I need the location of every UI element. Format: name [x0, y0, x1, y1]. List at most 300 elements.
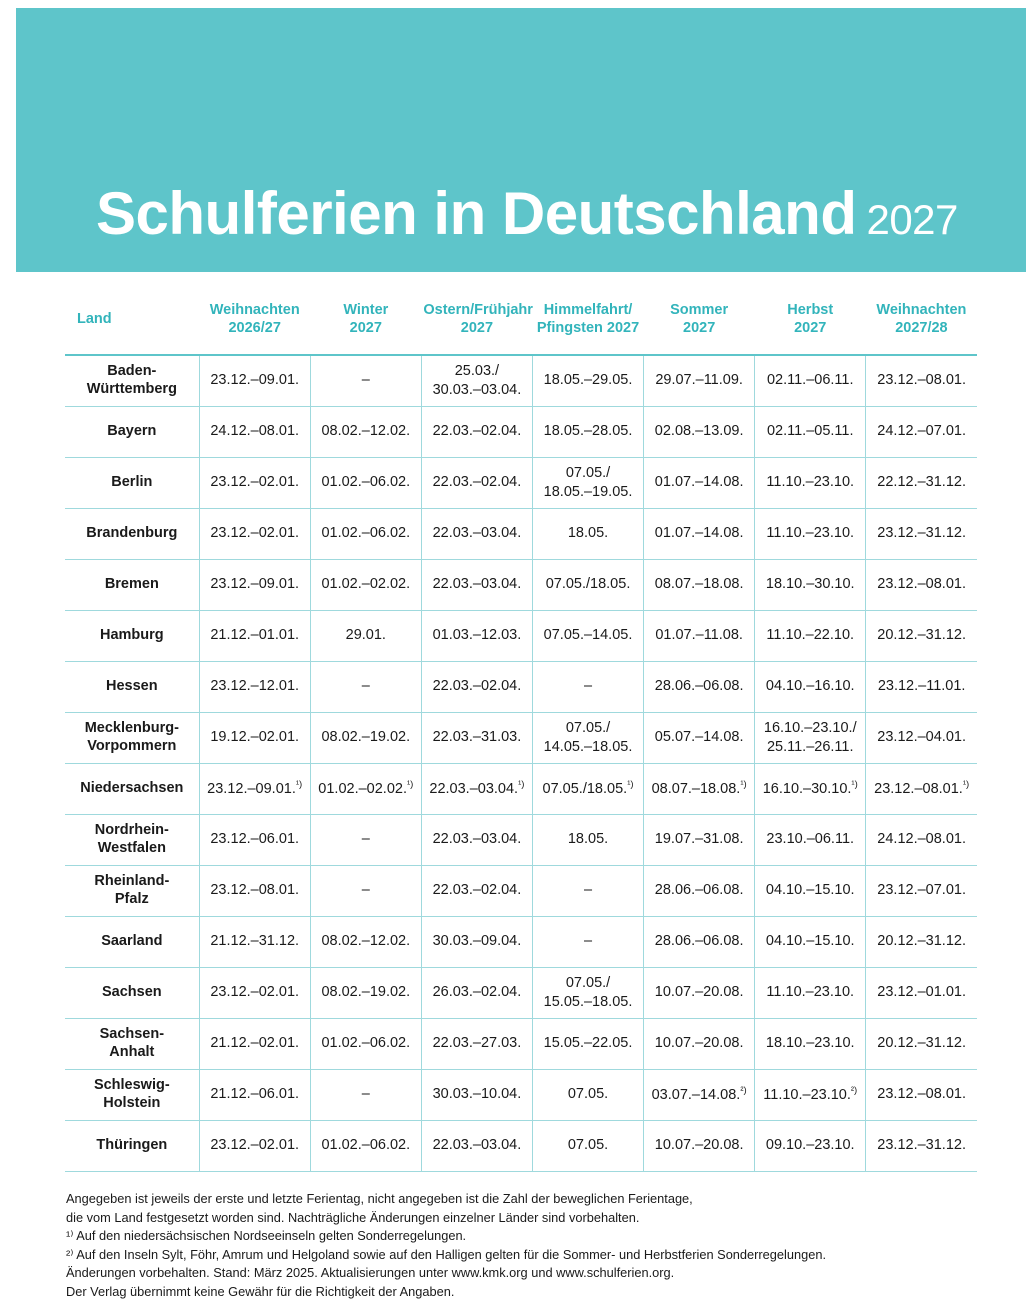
cell-land [65, 814, 199, 865]
footnote-marker: ¹) [740, 778, 747, 790]
cell-herbst [755, 763, 866, 814]
footnote-marker: ¹) [518, 778, 525, 790]
column-header-line1: Ostern/Frühjahr [423, 301, 533, 318]
table-row [65, 865, 977, 916]
cell-herbst [755, 1120, 866, 1171]
cell-winter [310, 865, 421, 916]
cell-sommer [644, 967, 755, 1018]
cell-line: 19.12.–02.01. [210, 729, 300, 746]
column-header-line1: Weihnachten [876, 301, 967, 318]
cell-pfingsten [532, 457, 643, 508]
cell-weihnachten-2026-27 [199, 967, 310, 1018]
cell-line: 23.12.–31.12. [877, 1137, 966, 1154]
cell-weihnachten-2027-28 [866, 763, 977, 814]
cell-line: 15.05.–18.05. [543, 993, 633, 1010]
cell-line: 22.03.–02.04. [432, 882, 522, 899]
column-header-winter-2027 [310, 288, 421, 355]
cell-line: 04.10.–15.10. [765, 933, 855, 950]
footnote-marker: ²) [740, 1084, 747, 1096]
cell-sommer [644, 916, 755, 967]
cell-weihnachten-2026-27 [199, 916, 310, 967]
cell-line: 21.12.–06.01. [210, 1086, 300, 1103]
cell-weihnachten-2026-27 [199, 559, 310, 610]
cell-line: 01.02.–06.02. [321, 1035, 411, 1052]
cell-line: 30.03.–10.04. [432, 1086, 522, 1103]
cell-line: 22.12.–31.12. [877, 474, 966, 491]
cell-line: 11.10.–23.10. [766, 525, 855, 542]
cell-land: Bremen [65, 559, 199, 610]
cell-winter [310, 763, 421, 814]
column-header-line2: 2027/28 [895, 320, 948, 336]
table-row [65, 559, 977, 610]
cell-pfingsten [532, 1120, 643, 1171]
cell-weihnachten-2027-28 [866, 406, 977, 457]
cell-line: Vorpommern [87, 737, 177, 754]
cell-land [65, 1069, 199, 1120]
cell-line: 23.12.–04.01. [877, 729, 966, 746]
cell-ostern [421, 610, 532, 661]
cell-land: Sachsen [65, 967, 199, 1018]
cell-line: 01.02.–02.02.$^{^1)}$ [318, 778, 414, 797]
cell-sommer [644, 865, 755, 916]
cell-ostern [421, 508, 532, 559]
cell-line: 08.07.–18.08.$^{^1)}$ [651, 778, 747, 797]
cell-line: 16.10.–30.10.$^{^1)}$ [762, 778, 858, 797]
cell-weihnachten-2026-27 [199, 355, 310, 406]
cell-line: 23.12.–08.01. [877, 372, 966, 389]
cell-line: 08.02.–19.02. [321, 729, 411, 746]
footnote-marker: ¹) [406, 778, 414, 790]
footnote-line-2: die vom Land festgesetzt worden sind. Nachträgliche Änderungen einzelner Länder sind vorbehalten. [66, 1209, 640, 1225]
column-header-line1: Weihnachten [209, 301, 300, 318]
cell-land: Niedersachsen [65, 763, 199, 814]
cell-herbst [755, 814, 866, 865]
cell-line: 01.07.–11.08. [655, 627, 743, 644]
cell-line: 24.12.–07.01. [877, 423, 966, 440]
cell-line: 11.10.–22.10. [766, 627, 855, 644]
cell-winter [310, 559, 421, 610]
cell-weihnachten-2026-27 [199, 1018, 310, 1069]
cell-winter [310, 712, 421, 763]
table-row [65, 355, 977, 406]
cell-winter [310, 916, 421, 967]
cell-line: 18.10.–30.10. [765, 576, 855, 593]
cell-line: Württemberg [86, 380, 177, 397]
cell-line: 10.07.–20.08. [654, 984, 744, 1001]
table-row [65, 457, 977, 508]
cell-line: 23.12.–09.01. [210, 576, 300, 593]
table-row [65, 1018, 977, 1069]
column-header-line1: Winter [343, 301, 389, 318]
cell-land: Hamburg [65, 610, 199, 661]
cell-line: 23.12.–11.01. [877, 678, 966, 695]
cell-sommer [644, 814, 755, 865]
cell-pfingsten [532, 865, 643, 916]
table-row [65, 610, 977, 661]
cell-line: 23.12.–02.01. [210, 1137, 300, 1154]
cell-winter [310, 610, 421, 661]
cell-line: 23.12.–07.01. [877, 882, 966, 899]
cell-line: Baden- [107, 363, 157, 380]
column-header-land [65, 288, 199, 355]
cell-line: 22.03.–03.04. [432, 1137, 522, 1154]
cell-sommer [644, 1018, 755, 1069]
cell-sommer [644, 406, 755, 457]
cell-ostern [421, 559, 532, 610]
cell-pfingsten [532, 355, 643, 406]
cell-winter [310, 355, 421, 406]
cell-line: 28.06.–06.08. [654, 933, 744, 950]
cell-weihnachten-2027-28 [866, 865, 977, 916]
column-header-pfingsten-2027 [532, 288, 643, 355]
cell-weihnachten-2027-28 [866, 1069, 977, 1120]
cell-winter [310, 661, 421, 712]
cell-land [65, 355, 199, 406]
cell-land: Thüringen [65, 1120, 199, 1171]
column-header-weihnachten-2026-27 [199, 288, 310, 355]
cell-line: 02.11.–06.11. [766, 372, 854, 389]
table-row [65, 508, 977, 559]
cell-ostern [421, 967, 532, 1018]
cell-land: Saarland [65, 916, 199, 967]
cell-line: 07.05./18.05. [545, 576, 631, 593]
table-row [65, 712, 977, 763]
cell-line: 18.05.–29.05. [543, 372, 633, 389]
cell-herbst [755, 406, 866, 457]
cell-line: 07.05./18.05.$^{^1)}$ [542, 778, 634, 797]
cell-weihnachten-2026-27 [199, 814, 310, 865]
cell-sommer [644, 508, 755, 559]
cell-line: 24.12.–08.01. [210, 423, 300, 440]
table-header [65, 288, 977, 355]
cell-pfingsten [532, 1069, 643, 1120]
cell-ostern [421, 865, 532, 916]
cell-ostern [421, 1069, 532, 1120]
cell-land [65, 712, 199, 763]
cell-line: 09.10.–23.10. [765, 1137, 855, 1154]
cell-herbst [755, 661, 866, 712]
footnote-marker: ¹) [962, 778, 970, 790]
cell-ostern [421, 457, 532, 508]
cell-weihnachten-2027-28 [866, 559, 977, 610]
cell-line: 08.02.–12.02. [321, 423, 411, 440]
cell-line: 23.12.–02.01. [210, 984, 300, 1001]
cell-line: 18.05. [567, 831, 609, 848]
cell-sommer [644, 763, 755, 814]
cell-land: Bayern [65, 406, 199, 457]
cell-line: 14.05.–18.05. [543, 738, 633, 755]
page-title [96, 180, 958, 247]
cell-line: 10.07.–20.08. [654, 1035, 744, 1052]
cell-weihnachten-2027-28 [866, 457, 977, 508]
cell-line: 10.07.–20.08. [654, 1137, 744, 1154]
table-row [65, 661, 977, 712]
cell-line: Rheinland- [94, 873, 170, 890]
cell-line: 23.12.–02.01. [210, 474, 300, 491]
cell-weihnachten-2026-27 [199, 661, 310, 712]
cell-herbst [755, 355, 866, 406]
column-header-herbst-2027 [755, 288, 866, 355]
cell-herbst [755, 865, 866, 916]
cell-weihnachten-2027-28 [866, 1018, 977, 1069]
cell-line: 22.03.–02.04. [432, 678, 522, 695]
column-header-line2: 2026/27 [228, 320, 281, 336]
column-header-line1: Sommer [670, 301, 729, 318]
footnote-line-4: ²⁾ Auf den Inseln Sylt, Föhr, Amrum und Helgoland sowie auf den Halligen gelten für die Sommer- und Herbstferien Sonderregelungen. [66, 1246, 827, 1262]
column-header-sommer-2027 [644, 288, 755, 355]
cell-line: 20.12.–31.12. [877, 627, 966, 644]
cell-line: 01.02.–06.02. [321, 1137, 411, 1154]
table-body [65, 355, 977, 1171]
cell-weihnachten-2026-27 [199, 406, 310, 457]
cell-line: 11.10.–23.10. [766, 474, 855, 491]
footnote-marker: ¹) [627, 778, 634, 790]
cell-winter [310, 406, 421, 457]
cell-line: 20.12.–31.12. [877, 933, 966, 950]
cell-ostern [421, 355, 532, 406]
cell-line: – [361, 678, 370, 695]
cell-line: 25.03./ [454, 362, 500, 379]
cell-weihnachten-2026-27 [199, 865, 310, 916]
cell-line: 30.03.–03.04. [432, 381, 522, 398]
cell-line: 18.05.–28.05. [543, 423, 633, 440]
cell-ostern [421, 661, 532, 712]
cell-pfingsten [532, 610, 643, 661]
footnote-line-6: Der Verlag übernimmt keine Gewähr für die Richtigkeit der Angaben. [66, 1283, 455, 1299]
table-row [65, 916, 977, 967]
cell-line: – [583, 933, 593, 950]
cell-sommer [644, 1120, 755, 1171]
cell-weihnachten-2026-27 [199, 457, 310, 508]
cell-weihnachten-2026-27 [199, 1069, 310, 1120]
column-header-line1: Himmelfahrt/ [543, 301, 633, 318]
cell-herbst [755, 1018, 866, 1069]
cell-line: 08.07.–18.08. [654, 576, 744, 593]
cell-line: – [361, 882, 370, 899]
cell-line: 23.10.–06.11. [766, 831, 855, 848]
cell-line: 01.02.–06.02. [321, 474, 411, 491]
cell-line: 23.12.–08.01. [877, 1086, 966, 1103]
cell-line: Sachsen- [99, 1026, 165, 1043]
cell-line: 07.05./ [565, 719, 611, 736]
column-header-line2: 2027 [794, 320, 827, 336]
cell-line: – [361, 1086, 370, 1103]
cell-line: 19.07.–31.08. [654, 831, 744, 848]
table-row [65, 1069, 977, 1120]
cell-line: 20.12.–31.12. [877, 1035, 966, 1052]
cell-weihnachten-2026-27 [199, 763, 310, 814]
column-header-weihnachten-2027-28 [866, 288, 977, 355]
cell-line: 01.07.–14.08. [654, 525, 744, 542]
cell-line: 01.02.–06.02. [321, 525, 411, 542]
cell-line: Schleswig- [93, 1077, 170, 1094]
cell-line: 03.07.–14.08.$^{^2)}$ [651, 1084, 747, 1103]
footnote-line-1: Angegeben ist jeweils der erste und letzte Ferientag, nicht angegeben ist die Zahl der beweglichen Ferientage, [66, 1191, 693, 1206]
cell-line: 18.05. [567, 525, 609, 542]
cell-line: 22.03.–03.04. [432, 831, 522, 848]
cell-line: 23.12.–08.01. [877, 576, 966, 593]
cell-line: 18.05.–19.05. [543, 483, 633, 500]
cell-herbst [755, 1069, 866, 1120]
cell-line: 08.02.–12.02. [321, 933, 411, 950]
cell-pfingsten [532, 1018, 643, 1069]
cell-line: Holstein [103, 1094, 161, 1111]
cell-ostern [421, 406, 532, 457]
cell-line: – [583, 678, 593, 695]
cell-pfingsten [532, 661, 643, 712]
page-banner [16, 8, 1026, 272]
cell-sommer [644, 355, 755, 406]
cell-line: 22.03.–27.03. [432, 1035, 522, 1052]
cell-winter [310, 967, 421, 1018]
cell-herbst [755, 559, 866, 610]
cell-weihnachten-2027-28 [866, 610, 977, 661]
cell-weihnachten-2026-27 [199, 508, 310, 559]
table-row [65, 967, 977, 1018]
footnote-marker: ²) [850, 1084, 858, 1096]
cell-line: 23.12.–08.01.$^{^1)}$ [874, 778, 970, 797]
cell-herbst [755, 457, 866, 508]
page-title-year: 2027 [866, 196, 958, 243]
cell-line: 21.12.–01.01. [210, 627, 300, 644]
cell-winter [310, 508, 421, 559]
cell-line: 21.12.–02.01. [210, 1035, 300, 1052]
footnotes [66, 1190, 976, 1301]
cell-line: 11.10.–23.10.$^{^2)}$ [763, 1084, 858, 1103]
cell-line: 22.03.–31.03. [432, 729, 522, 746]
column-header-line1: Land [77, 310, 112, 327]
cell-line: 02.11.–05.11. [766, 423, 854, 440]
cell-line: 23.12.–09.01.$^{^1)}$ [207, 778, 303, 797]
cell-land [65, 1018, 199, 1069]
table-header-row [65, 288, 977, 355]
cell-line: 28.06.–06.08. [654, 882, 744, 899]
cell-line: – [583, 882, 593, 899]
cell-line: – [361, 372, 370, 389]
cell-line: 21.12.–31.12. [210, 933, 300, 950]
cell-winter [310, 1120, 421, 1171]
holiday-table [65, 288, 977, 1172]
cell-pfingsten [532, 508, 643, 559]
cell-line: 01.03.–12.03. [432, 627, 522, 644]
cell-line: 18.10.–23.10. [765, 1035, 855, 1052]
cell-sommer [644, 712, 755, 763]
cell-herbst [755, 508, 866, 559]
column-header-line2: 2027 [349, 320, 382, 336]
footnote-line-5: Änderungen vorbehalten. Stand: März 2025. Aktualisierungen unter www.kmk.org und www.schulferien.org. [66, 1265, 675, 1281]
column-header-line2: 2027 [683, 320, 716, 336]
cell-sommer [644, 1069, 755, 1120]
cell-line: 07.05./ [565, 464, 611, 481]
cell-sommer [644, 559, 755, 610]
cell-line: 22.03.–03.04. [432, 576, 522, 593]
cell-line: 01.02.–02.02. [321, 576, 411, 593]
cell-line: 01.07.–14.08. [654, 474, 744, 491]
cell-line: 22.03.–03.04. [432, 525, 522, 542]
cell-line: Nordrhein- [94, 822, 169, 839]
column-header-line2: Pfingsten 2027 [536, 320, 640, 336]
cell-line: Anhalt [109, 1043, 155, 1060]
page-title-text: Schulferien in Deutschland [96, 180, 857, 247]
cell-line: 23.12.–06.01. [210, 831, 300, 848]
cell-line: 15.05.–22.05. [543, 1035, 633, 1052]
cell-ostern [421, 814, 532, 865]
table-row [65, 814, 977, 865]
cell-land: Hessen [65, 661, 199, 712]
cell-weihnachten-2027-28 [866, 508, 977, 559]
cell-line: 23.12.–09.01. [210, 372, 300, 389]
cell-line: – [361, 831, 370, 848]
cell-line: 07.05. [567, 1137, 609, 1154]
cell-herbst [755, 610, 866, 661]
cell-herbst [755, 712, 866, 763]
table-row [65, 406, 977, 457]
cell-ostern [421, 1018, 532, 1069]
table-row [65, 763, 977, 814]
cell-sommer [644, 661, 755, 712]
cell-line: Mecklenburg- [84, 720, 179, 737]
cell-weihnachten-2026-27 [199, 610, 310, 661]
column-header-ostern-2027 [421, 288, 532, 355]
cell-pfingsten [532, 763, 643, 814]
cell-pfingsten [532, 967, 643, 1018]
cell-weihnachten-2027-28 [866, 967, 977, 1018]
cell-pfingsten [532, 712, 643, 763]
cell-line: 29.01. [345, 627, 386, 644]
cell-weihnachten-2027-28 [866, 712, 977, 763]
cell-line: 04.10.–15.10. [765, 882, 855, 899]
cell-line: 29.07.–11.09. [655, 372, 743, 389]
cell-ostern [421, 916, 532, 967]
cell-weihnachten-2027-28 [866, 661, 977, 712]
cell-line: 25.11.–26.11. [766, 738, 854, 755]
cell-weihnachten-2027-28 [866, 1120, 977, 1171]
cell-weihnachten-2026-27 [199, 1120, 310, 1171]
cell-sommer [644, 610, 755, 661]
cell-line: 08.02.–19.02. [321, 984, 411, 1001]
cell-line: Pfalz [114, 890, 149, 907]
cell-winter [310, 1069, 421, 1120]
cell-land: Berlin [65, 457, 199, 508]
cell-winter [310, 457, 421, 508]
table-row [65, 1120, 977, 1171]
cell-weihnachten-2027-28 [866, 355, 977, 406]
cell-pfingsten [532, 814, 643, 865]
footnote-marker: ¹) [295, 778, 303, 790]
footnote-line-3: ¹⁾ Auf den niedersächsischen Nordseeinseln gelten Sonderregelungen. [66, 1228, 467, 1244]
cell-line: 23.12.–01.01. [877, 984, 966, 1001]
cell-land: Brandenburg [65, 508, 199, 559]
cell-sommer [644, 457, 755, 508]
cell-ostern [421, 1120, 532, 1171]
cell-line: 07.05.–14.05. [543, 627, 633, 644]
cell-ostern [421, 763, 532, 814]
cell-herbst [755, 916, 866, 967]
cell-line: 22.03.–02.04. [432, 423, 522, 440]
column-header-line2: 2027 [460, 320, 494, 336]
cell-line: 30.03.–09.04. [432, 933, 522, 950]
cell-line: 07.05. [567, 1086, 609, 1103]
cell-winter [310, 1018, 421, 1069]
cell-pfingsten [532, 559, 643, 610]
cell-line: 23.12.–02.01. [210, 525, 300, 542]
cell-line: 04.10.–16.10. [765, 678, 855, 695]
cell-winter [310, 814, 421, 865]
cell-ostern [421, 712, 532, 763]
cell-line: 22.03.–03.04.$^{^1)}$ [429, 778, 525, 797]
cell-line: 26.03.–02.04. [432, 984, 522, 1001]
cell-line: 23.12.–08.01. [210, 882, 300, 899]
